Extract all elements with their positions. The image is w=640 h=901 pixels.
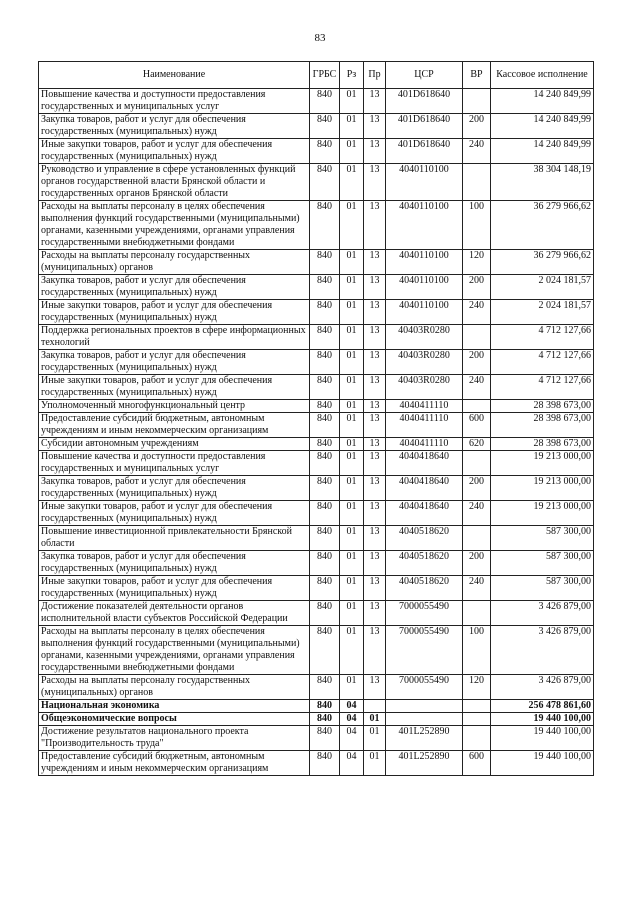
header-name: Наименование [39, 62, 310, 89]
cell-vr [463, 400, 491, 413]
cell-rz: 01 [340, 325, 364, 350]
cell-name: Закупка товаров, работ и услуг для обеспечения государственных (муниципальных) нужд [39, 350, 310, 375]
cell-amount: 14 240 849,99 [491, 114, 594, 139]
cell-pr: 13 [364, 375, 386, 400]
cell-pr: 13 [364, 114, 386, 139]
cell-pr: 13 [364, 325, 386, 350]
cell-grbs: 840 [310, 713, 340, 726]
cell-grbs: 840 [310, 89, 340, 114]
cell-vr [463, 526, 491, 551]
cell-name: Повышение инвестиционной привлекательности Брянской области [39, 526, 310, 551]
table-row [39, 675, 594, 700]
cell-vr: 100 [463, 626, 491, 675]
table-row [39, 501, 594, 526]
table-row [39, 451, 594, 476]
cell-vr: 120 [463, 250, 491, 275]
table-row [39, 139, 594, 164]
cell-grbs: 840 [310, 325, 340, 350]
table-row [39, 601, 594, 626]
cell-csr: 7000055490 [386, 675, 463, 700]
table-row [39, 700, 594, 713]
cell-rz: 01 [340, 526, 364, 551]
cell-grbs: 840 [310, 139, 340, 164]
cell-amount: 14 240 849,99 [491, 89, 594, 114]
table-row [39, 250, 594, 275]
cell-pr: 01 [364, 726, 386, 751]
cell-csr: 4040418640 [386, 501, 463, 526]
cell-amount: 19 213 000,00 [491, 476, 594, 501]
cell-name: Предоставление субсидий бюджетным, автономным учреждениям и иным некоммерческим организациям [39, 413, 310, 438]
cell-pr: 13 [364, 413, 386, 438]
cell-rz: 01 [340, 626, 364, 675]
cell-grbs: 840 [310, 250, 340, 275]
cell-amount: 4 712 127,66 [491, 325, 594, 350]
cell-name: Расходы на выплаты персоналу в целях обеспечения выполнения функций государственными (муниципальными) органами, казенными учреждениями, органами управления государственными внебюджетными фондами [39, 626, 310, 675]
cell-rz: 01 [340, 413, 364, 438]
table-row [39, 726, 594, 751]
cell-amount: 19 213 000,00 [491, 501, 594, 526]
cell-rz: 01 [340, 114, 364, 139]
cell-amount: 587 300,00 [491, 576, 594, 601]
table-row [39, 751, 594, 776]
cell-pr: 13 [364, 350, 386, 375]
cell-name: Закупка товаров, работ и услуг для обеспечения государственных (муниципальных) нужд [39, 551, 310, 576]
cell-name: Субсидии автономным учреждениям [39, 438, 310, 451]
cell-amount: 19 213 000,00 [491, 451, 594, 476]
cell-amount: 4 712 127,66 [491, 350, 594, 375]
cell-vr [463, 713, 491, 726]
table-row [39, 375, 594, 400]
cell-csr: 7000055490 [386, 601, 463, 626]
table-row [39, 713, 594, 726]
cell-csr: 401D618640 [386, 89, 463, 114]
cell-amount: 36 279 966,62 [491, 201, 594, 250]
cell-grbs: 840 [310, 601, 340, 626]
cell-csr: 7000055490 [386, 626, 463, 675]
cell-rz: 01 [340, 576, 364, 601]
header-pr: Пр [364, 62, 386, 89]
table-row [39, 626, 594, 675]
cell-pr: 13 [364, 164, 386, 201]
cell-rz: 01 [340, 201, 364, 250]
cell-pr: 13 [364, 451, 386, 476]
cell-vr [463, 601, 491, 626]
cell-pr: 13 [364, 438, 386, 451]
table-row [39, 275, 594, 300]
cell-vr: 600 [463, 413, 491, 438]
cell-name: Поддержка региональных проектов в сфере информационных технологий [39, 325, 310, 350]
cell-amount: 587 300,00 [491, 526, 594, 551]
cell-grbs: 840 [310, 451, 340, 476]
cell-vr: 120 [463, 675, 491, 700]
cell-csr [386, 700, 463, 713]
cell-vr: 240 [463, 375, 491, 400]
cell-pr: 13 [364, 526, 386, 551]
cell-rz: 01 [340, 164, 364, 201]
header-rz: Рз [340, 62, 364, 89]
cell-rz: 01 [340, 675, 364, 700]
table-row [39, 576, 594, 601]
cell-pr: 13 [364, 675, 386, 700]
cell-pr: 13 [364, 201, 386, 250]
table-row [39, 551, 594, 576]
cell-grbs: 840 [310, 626, 340, 675]
table-row [39, 350, 594, 375]
cell-grbs: 840 [310, 576, 340, 601]
cell-grbs: 840 [310, 300, 340, 325]
cell-grbs: 840 [310, 275, 340, 300]
cell-csr: 4040411110 [386, 400, 463, 413]
table-row [39, 164, 594, 201]
cell-amount: 28 398 673,00 [491, 413, 594, 438]
cell-rz: 01 [340, 139, 364, 164]
cell-name: Иные закупки товаров, работ и услуг для обеспечения государственных (муниципальных) нужд [39, 375, 310, 400]
table-row [39, 476, 594, 501]
cell-grbs: 840 [310, 726, 340, 751]
cell-csr: 4040110100 [386, 300, 463, 325]
cell-name: Закупка товаров, работ и услуг для обеспечения государственных (муниципальных) нужд [39, 476, 310, 501]
cell-csr: 4040518620 [386, 526, 463, 551]
cell-rz: 04 [340, 726, 364, 751]
cell-rz: 01 [340, 438, 364, 451]
cell-vr: 200 [463, 114, 491, 139]
cell-name: Национальная экономика [39, 700, 310, 713]
table-row [39, 300, 594, 325]
cell-amount: 19 440 100,00 [491, 751, 594, 776]
cell-csr: 4040518620 [386, 576, 463, 601]
cell-rz: 01 [340, 551, 364, 576]
table-row [39, 325, 594, 350]
table-row [39, 114, 594, 139]
cell-rz: 01 [340, 300, 364, 325]
cell-csr: 401D618640 [386, 114, 463, 139]
cell-amount: 2 024 181,57 [491, 275, 594, 300]
cell-vr: 600 [463, 751, 491, 776]
cell-vr: 200 [463, 350, 491, 375]
cell-vr [463, 726, 491, 751]
cell-pr: 13 [364, 626, 386, 675]
header-csr: ЦСР [386, 62, 463, 89]
cell-amount: 3 426 879,00 [491, 601, 594, 626]
cell-rz: 01 [340, 350, 364, 375]
cell-name: Общеэкономические вопросы [39, 713, 310, 726]
cell-rz: 01 [340, 451, 364, 476]
cell-pr: 13 [364, 275, 386, 300]
cell-name: Уполномоченный многофункциональный центр [39, 400, 310, 413]
cell-grbs: 840 [310, 526, 340, 551]
cell-vr [463, 89, 491, 114]
cell-rz: 01 [340, 275, 364, 300]
cell-vr [463, 325, 491, 350]
table-header-row [39, 62, 594, 89]
cell-vr [463, 700, 491, 713]
cell-pr: 01 [364, 713, 386, 726]
cell-name: Расходы на выплаты персоналу государственных (муниципальных) органов [39, 675, 310, 700]
header-amount: Кассовое исполнение [491, 62, 594, 89]
cell-amount: 3 426 879,00 [491, 675, 594, 700]
cell-pr: 13 [364, 601, 386, 626]
cell-vr: 200 [463, 476, 491, 501]
cell-rz: 01 [340, 601, 364, 626]
cell-csr: 4040110100 [386, 275, 463, 300]
table-row [39, 438, 594, 451]
cell-csr: 4040110100 [386, 201, 463, 250]
budget-table [38, 61, 594, 776]
cell-grbs: 840 [310, 501, 340, 526]
cell-grbs: 840 [310, 201, 340, 250]
cell-csr: 401D618640 [386, 139, 463, 164]
cell-rz: 01 [340, 476, 364, 501]
cell-csr: 4040110100 [386, 164, 463, 201]
cell-name: Повышение качества и доступности предоставления государственных и муниципальных услуг [39, 89, 310, 114]
cell-name: Достижение показателей деятельности органов исполнительной власти субъектов Российской Федерации [39, 601, 310, 626]
table-row [39, 400, 594, 413]
cell-pr: 13 [364, 89, 386, 114]
cell-amount: 36 279 966,62 [491, 250, 594, 275]
cell-csr: 40403R0280 [386, 325, 463, 350]
cell-grbs: 840 [310, 700, 340, 713]
cell-grbs: 840 [310, 438, 340, 451]
cell-amount: 28 398 673,00 [491, 400, 594, 413]
cell-grbs: 840 [310, 375, 340, 400]
cell-csr: 401L252890 [386, 726, 463, 751]
cell-csr: 401L252890 [386, 751, 463, 776]
cell-vr: 240 [463, 501, 491, 526]
cell-name: Расходы на выплаты персоналу государственных (муниципальных) органов [39, 250, 310, 275]
cell-csr: 4040418640 [386, 476, 463, 501]
cell-grbs: 840 [310, 751, 340, 776]
cell-csr: 4040411110 [386, 438, 463, 451]
cell-amount: 19 440 100,00 [491, 713, 594, 726]
cell-name: Достижение результатов национального проекта "Производительность труда" [39, 726, 310, 751]
cell-pr: 13 [364, 576, 386, 601]
cell-grbs: 840 [310, 114, 340, 139]
cell-grbs: 840 [310, 350, 340, 375]
cell-grbs: 840 [310, 164, 340, 201]
cell-pr: 13 [364, 501, 386, 526]
cell-vr: 200 [463, 551, 491, 576]
cell-rz: 01 [340, 501, 364, 526]
table-row [39, 201, 594, 250]
cell-pr: 13 [364, 250, 386, 275]
cell-name: Закупка товаров, работ и услуг для обеспечения государственных (муниципальных) нужд [39, 114, 310, 139]
table-row [39, 89, 594, 114]
table-row [39, 526, 594, 551]
cell-amount: 38 304 148,19 [491, 164, 594, 201]
cell-pr: 13 [364, 300, 386, 325]
cell-pr: 13 [364, 139, 386, 164]
cell-csr: 40403R0280 [386, 350, 463, 375]
cell-vr: 240 [463, 300, 491, 325]
cell-pr: 13 [364, 551, 386, 576]
cell-pr: 13 [364, 400, 386, 413]
cell-pr: 01 [364, 751, 386, 776]
cell-csr: 4040518620 [386, 551, 463, 576]
cell-amount: 256 478 861,60 [491, 700, 594, 713]
cell-rz: 04 [340, 700, 364, 713]
header-vr: ВР [463, 62, 491, 89]
cell-amount: 14 240 849,99 [491, 139, 594, 164]
cell-csr [386, 713, 463, 726]
cell-rz: 04 [340, 751, 364, 776]
cell-grbs: 840 [310, 476, 340, 501]
table-row [39, 413, 594, 438]
cell-csr: 40403R0280 [386, 375, 463, 400]
cell-pr: 13 [364, 476, 386, 501]
cell-grbs: 840 [310, 551, 340, 576]
cell-amount: 19 440 100,00 [491, 726, 594, 751]
cell-vr [463, 451, 491, 476]
cell-vr: 240 [463, 139, 491, 164]
cell-pr [364, 700, 386, 713]
cell-rz: 01 [340, 375, 364, 400]
cell-vr [463, 164, 491, 201]
cell-rz: 04 [340, 713, 364, 726]
cell-name: Предоставление субсидий бюджетным, автономным учреждениям и иным некоммерческим организациям [39, 751, 310, 776]
cell-grbs: 840 [310, 675, 340, 700]
cell-vr: 200 [463, 275, 491, 300]
cell-vr: 100 [463, 201, 491, 250]
page-number: 83 [314, 32, 326, 44]
cell-vr: 620 [463, 438, 491, 451]
cell-csr: 4040110100 [386, 250, 463, 275]
cell-name: Иные закупки товаров, работ и услуг для обеспечения государственных (муниципальных) нужд [39, 139, 310, 164]
cell-amount: 28 398 673,00 [491, 438, 594, 451]
cell-name: Расходы на выплаты персоналу в целях обеспечения выполнения функций государственными (муниципальными) органами, казенными учреждениями, органами управления государственными внебюджетными фондами [39, 201, 310, 250]
header-grbs: ГРБС [310, 62, 340, 89]
cell-rz: 01 [340, 89, 364, 114]
cell-name: Иные закупки товаров, работ и услуг для обеспечения государственных (муниципальных) нужд [39, 300, 310, 325]
cell-rz: 01 [340, 400, 364, 413]
cell-name: Иные закупки товаров, работ и услуг для обеспечения государственных (муниципальных) нужд [39, 576, 310, 601]
cell-grbs: 840 [310, 413, 340, 438]
cell-vr: 240 [463, 576, 491, 601]
cell-name: Закупка товаров, работ и услуг для обеспечения государственных (муниципальных) нужд [39, 275, 310, 300]
cell-amount: 2 024 181,57 [491, 300, 594, 325]
cell-rz: 01 [340, 250, 364, 275]
cell-grbs: 840 [310, 400, 340, 413]
table-body [39, 89, 594, 776]
cell-csr: 4040418640 [386, 451, 463, 476]
cell-name: Повышение качества и доступности предоставления государственных и муниципальных услуг [39, 451, 310, 476]
cell-csr: 4040411110 [386, 413, 463, 438]
cell-name: Иные закупки товаров, работ и услуг для обеспечения государственных (муниципальных) нужд [39, 501, 310, 526]
cell-amount: 3 426 879,00 [491, 626, 594, 675]
cell-amount: 587 300,00 [491, 551, 594, 576]
cell-name: Руководство и управление в сфере установленных функций органов государственной власти Брянской области и государственных органов Брянской области [39, 164, 310, 201]
cell-amount: 4 712 127,66 [491, 375, 594, 400]
